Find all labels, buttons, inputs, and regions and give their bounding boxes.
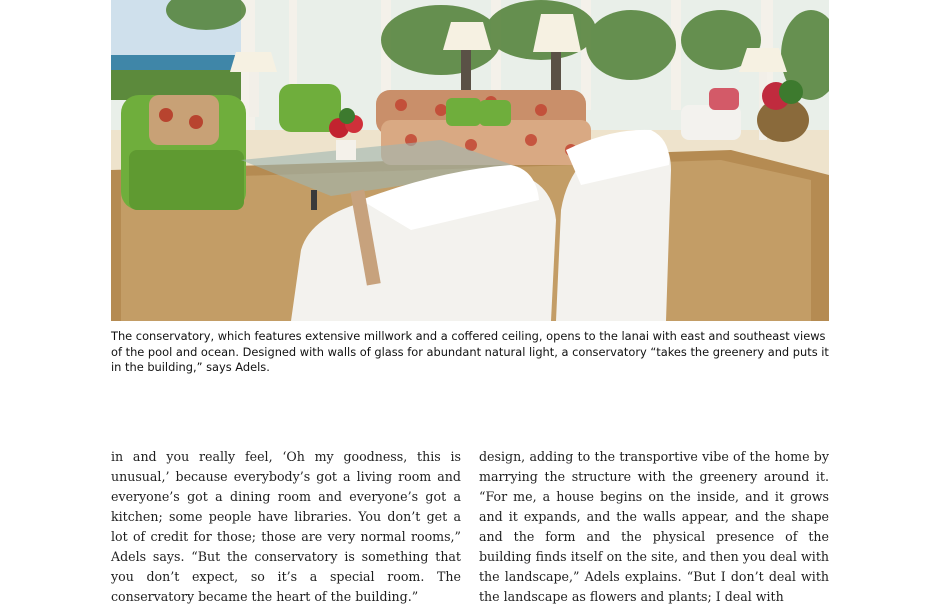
caption-text: The conservatory, which features extensive millwork and a coffered ceiling, opens to the lanai with east and southeast views of the pool and ocean. Designed with walls of glass for abundant natural light, a conservatory “takes the greenery and puts it in the building,” says Adels. [111, 329, 829, 374]
body-column-right [479, 447, 829, 607]
conservatory-photo [111, 0, 829, 321]
conservatory-illustration [111, 0, 829, 321]
photo-caption [111, 329, 829, 376]
body-column-left [111, 447, 461, 607]
body-paragraph: design, adding to the transportive vibe of the home by marrying the structure with the greenery around it. “For me, a house begins on the inside, and it grows and it expands, and the walls appear, and the shape and the form and the physical presence of the building finds itself on the site, and then you deal with the landscape,” Adels explains. “But I don’t deal with the landscape as flowers and plants; I deal with [479, 449, 829, 604]
body-paragraph: in and you really feel, ‘Oh my goodness, this is unusual,’ because everybody’s got a living room and everyone’s got a dining room and everyone’s got a kitchen; some people have libraries. You don’t get a lot of credit for those; those are very normal rooms,” Adels says. “But the conservatory is something that you don’t expect, so it’s a special room. The conservatory became the heart of the building.” [111, 449, 461, 604]
